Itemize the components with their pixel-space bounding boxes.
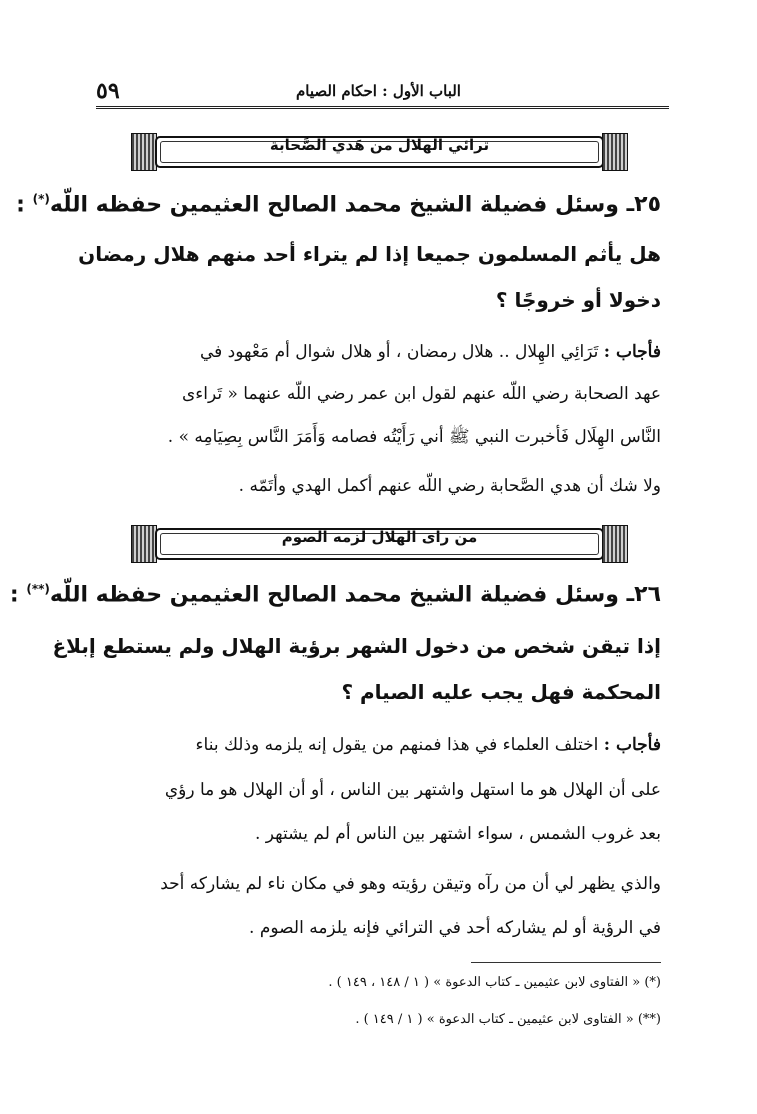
answer-line: في الرؤية أو لم يشاركه أحد في الترائي فإنه يلزمه الصوم . — [249, 918, 661, 938]
running-head: الباب الأول : احكام الصيام — [296, 82, 461, 100]
answer-line: بعد غروب الشمس ، سواء اشتهر بين الناس أم لم يشتهر . — [254, 824, 661, 844]
answer-lead: فأجاب : — [603, 735, 661, 755]
page-number: ٥٩ — [96, 78, 120, 104]
answer-line: فأجاب : اختلف العلماء في هذا فمنهم من يقول إنه يلزمه وذلك بناء — [195, 735, 661, 755]
answer-line: ولا شك أن هدي الصَّحابة رضي اللّه عنهم أكمل الهدي وأتَمّه . — [238, 476, 661, 496]
section-banner-2 — [131, 525, 628, 563]
answer-line: فأجاب : تَرَائِي الهِلال .. هلال رمضان ، أو هلال شوال أم مَعْهود في — [199, 342, 661, 362]
answer-lead: فأجاب : — [603, 342, 661, 362]
footnote: (**) « الفتاوى لابن عثيمين ـ كتاب الدعوة » ( ١ / ١٤٩ ) . — [355, 1012, 661, 1027]
footnote-marker: (**) — [26, 582, 50, 596]
question-number: ٢٥ـ — [626, 192, 661, 218]
answer-line: النَّاس الهِلَال فَأخبرت النبي ﷺ أني رَأَيْتُه فصامه وَأَمَرَ النَّاس بِصِيَامِه » . — [167, 427, 661, 447]
answer-line: على أن الهلال هو ما استهل واشتهر بين الناس ، أو أن الهلال هو ما رؤي — [164, 780, 661, 800]
section-banner-1 — [131, 133, 628, 171]
question-intro: وسئل فضيلة الشيخ محمد الصالح العثيمين حفظه اللّه — [49, 582, 619, 608]
question-intro: وسئل فضيلة الشيخ محمد الصالح العثيمين حفظه اللّه — [49, 192, 619, 218]
answer-line: عهد الصحابة رضي اللّه عنهم لقول ابن عمر رضي اللّه عنهما « تَراءى — [181, 384, 661, 404]
question-text-line: إذا تيقن شخص من دخول الشهر برؤية الهلال ولم يستطع إبلاغ — [52, 634, 661, 658]
footnote: (*) « الفتاوى لابن عثيمين ـ كتاب الدعوة » ( ١ / ١٤٨ ، ١٤٩ ) . — [328, 975, 661, 990]
question-text-line: هل يأثم المسلمون جميعا إذا لم يتراء أحد منهم هلال رمضان — [78, 242, 661, 266]
section-title-1: ترائي الهلال من هَدي الصَّحابة — [269, 136, 490, 154]
question-text-line: المحكمة فهل يجب عليه الصيام ؟ — [341, 680, 661, 704]
question-number: ٢٦ـ — [626, 582, 661, 608]
footnote-marker: (*) — [32, 192, 50, 206]
question-text-line: دخولا أو خروجًا ؟ — [495, 288, 661, 312]
header-rule — [96, 106, 669, 109]
question-heading-26 — [10, 582, 661, 607]
answer-line: والذي يظهر لي أن من رآه وتيقن رؤيته وهو في مكان ناء لم يشاركه أحد — [160, 874, 661, 894]
section-title-2: من راى الهلال لزمه الصوم — [281, 528, 478, 546]
question-heading-25 — [16, 192, 661, 217]
footnote-rule — [471, 962, 661, 963]
question-colon: : — [9, 582, 27, 608]
question-colon: : — [16, 192, 33, 218]
